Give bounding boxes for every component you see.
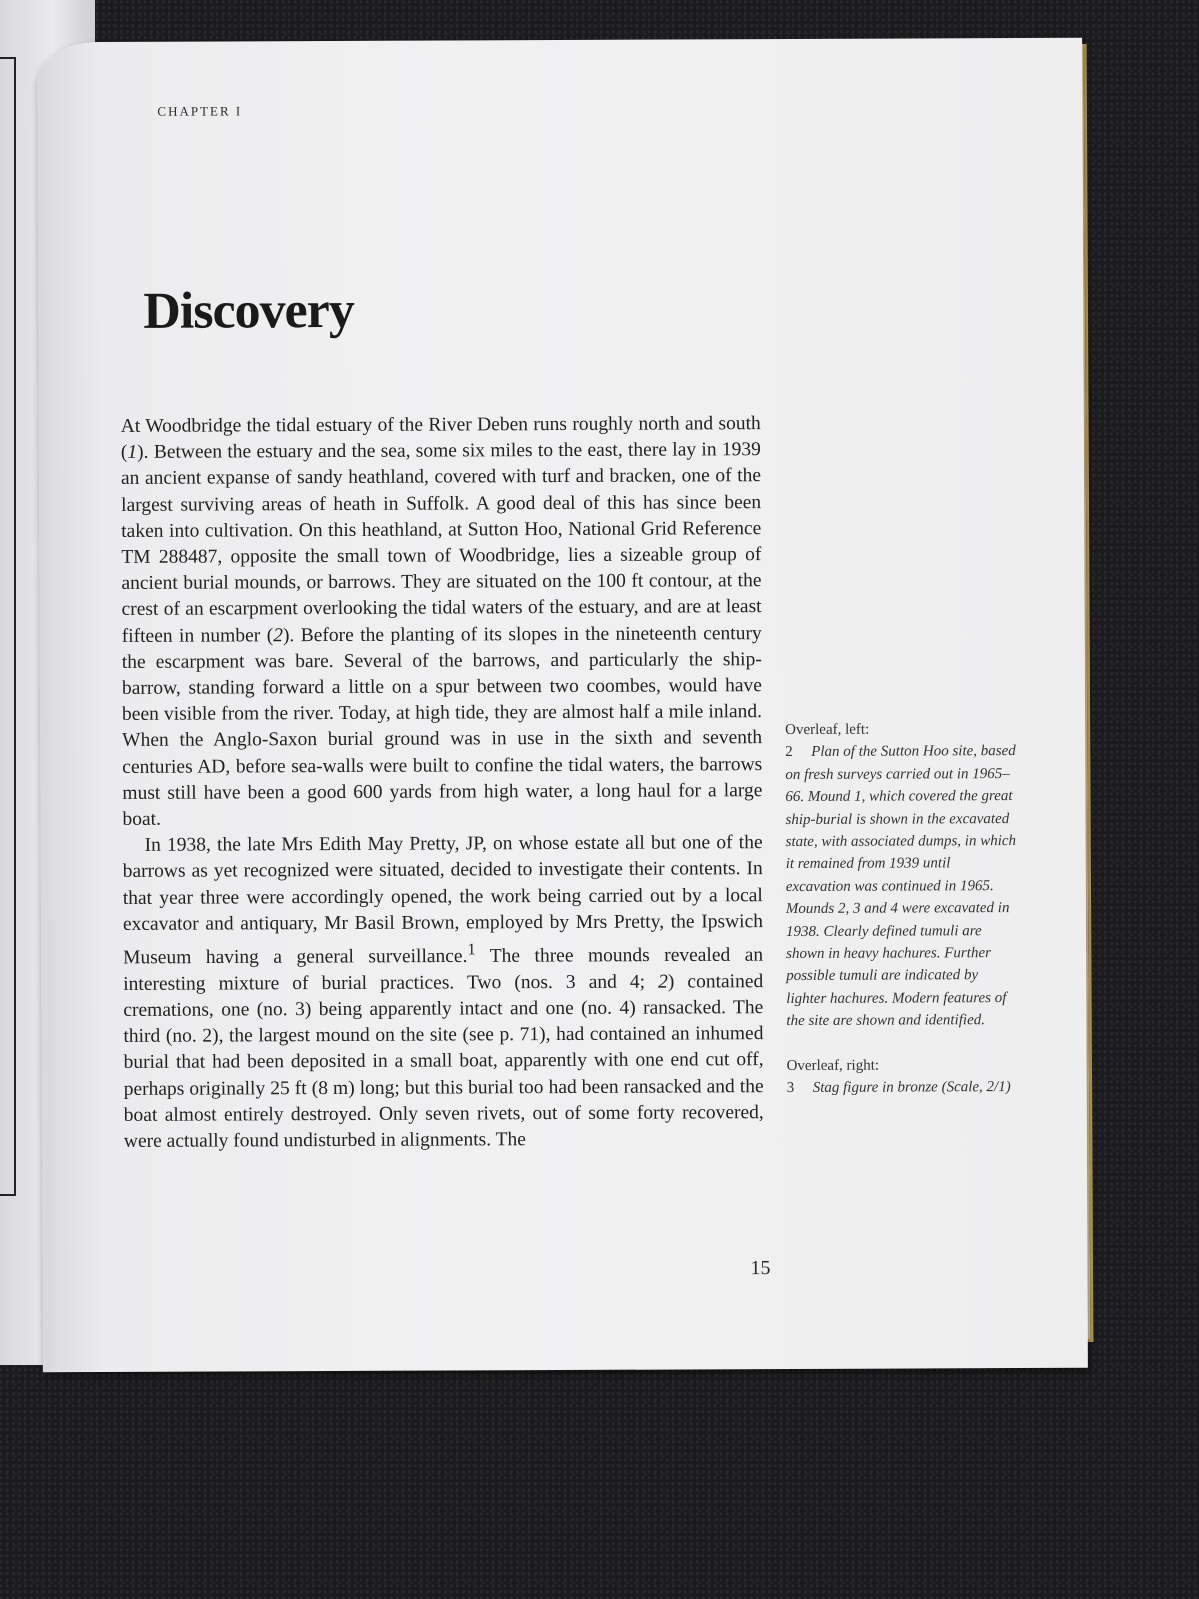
footnote-ref: 1 — [467, 940, 476, 959]
chapter-title: Discovery — [143, 281, 354, 340]
page-number: 15 — [750, 1257, 771, 1280]
caption-left-number: 2 — [785, 744, 793, 761]
caption-gap — [786, 1032, 1018, 1055]
paragraph-2-part-3: ) contained cremations, one (no. 3) being apparently intact and one (no. 4) ransacked. The third (no. 2), the largest mound on the site (see p. 71), had contained an inhumed burial that had been deposited in a small boat, apparently with one end cut off, perhaps originally 25 ft (8 m) long; but this burial too had been ransacked and the boat almost entirely destroyed. Only seven rivets, out of some forty recovered, were actually found undisturbed in alignments. The — [123, 970, 764, 1152]
caption-left-heading: Overleaf, left: — [785, 721, 870, 739]
chapter-label: CHAPTER I — [157, 103, 243, 119]
paragraph-1-part-2: ). Between the estuary and the sea, some six miles to the east, there lay in 1939 an ancient expanse of sandy heathland, covered with turf and bracken, one of the largest surviving areas of heath in Suffolk. A good deal of this has since been taken into cultivation. On this heathland, at Sutton Hoo, National Grid Reference TM 288487, opposite the small town of Woodbridge, lies a sizeable group of ancient burial mounds, or barrows. They are situated on the 100 ft contour, at the crest of an escarpment overlooking the tidal waters of the estuary, and are at least fifteen in number ( — [120, 439, 762, 647]
caption-right-heading: Overleaf, right: — [786, 1057, 880, 1074]
paragraph-1-part-1: At Woodbridge the tidal estuary of the River Deben runs roughly north and south ( — [120, 413, 761, 464]
caption-right-number: 3 — [786, 1080, 795, 1097]
paragraph-1 — [121, 411, 763, 833]
figure-ref-1: 1 — [127, 442, 138, 464]
book-page — [37, 38, 1088, 1373]
paragraph-2-part-2: The three mounds revealed an interesting mixture of burial practices. Two (nos. 3 and 4; — [123, 944, 764, 995]
caption-right-text: Stag figure in bronze (Scale, 2/1) — [812, 1079, 1011, 1097]
body-text — [121, 411, 764, 1155]
caption-left — [785, 740, 1018, 1032]
caption-left-text: Plan of the Sutton Hoo site, based on fresh surveys carried out in 1965–66. Mound 1, which covered the great ship-burial is shown in the excavated state, with associated dumps, in which it remained from 1939 until excavation was continued in 1965. Mounds 2, 3 and 4 were excavated in 1938. Clearly defined tumuli are shown in heavy hachures. Further possible tumuli are indicated by lighter hachures. Modern features of the site are shown and identified. — [785, 743, 1017, 1030]
figure-ref-2: 2 — [273, 624, 283, 646]
caption-right — [787, 1076, 1019, 1099]
figure-ref-2b: 2 — [658, 971, 668, 993]
paragraph-1-part-3: ). Before the planting of its slopes in the nineteenth century the escarpment was bare. Several of the barrows, and particularly the ship-barrow, standing forward a little on a spur between two coombes, would have been visible from the river. Today, at high tide, they are almost half a mile inland. When the Anglo-Saxon burial ground was in use in the sixth and seventh centuries AD, before sea-walls were built to confine the tidal waters, the barrows must still have been a good 600 yards from high water, a long haul for a large boat. — [121, 622, 763, 830]
figure-captions — [785, 718, 1019, 1100]
left-page-rule — [0, 57, 16, 1196]
paragraph-2-part-1: In 1938, the late Mrs Edith May Pretty, JP, on whose estate all but one of the barrows as yet recognized were situated, decided to investigate their contents. In that year three were accordingly opened, the work being carried out by a local excavator and antiquary, Mr Basil Brown, employed by Mrs Pretty, the Ipswich Museum having a general surveillance. — [122, 832, 763, 969]
paragraph-2 — [123, 830, 764, 1155]
